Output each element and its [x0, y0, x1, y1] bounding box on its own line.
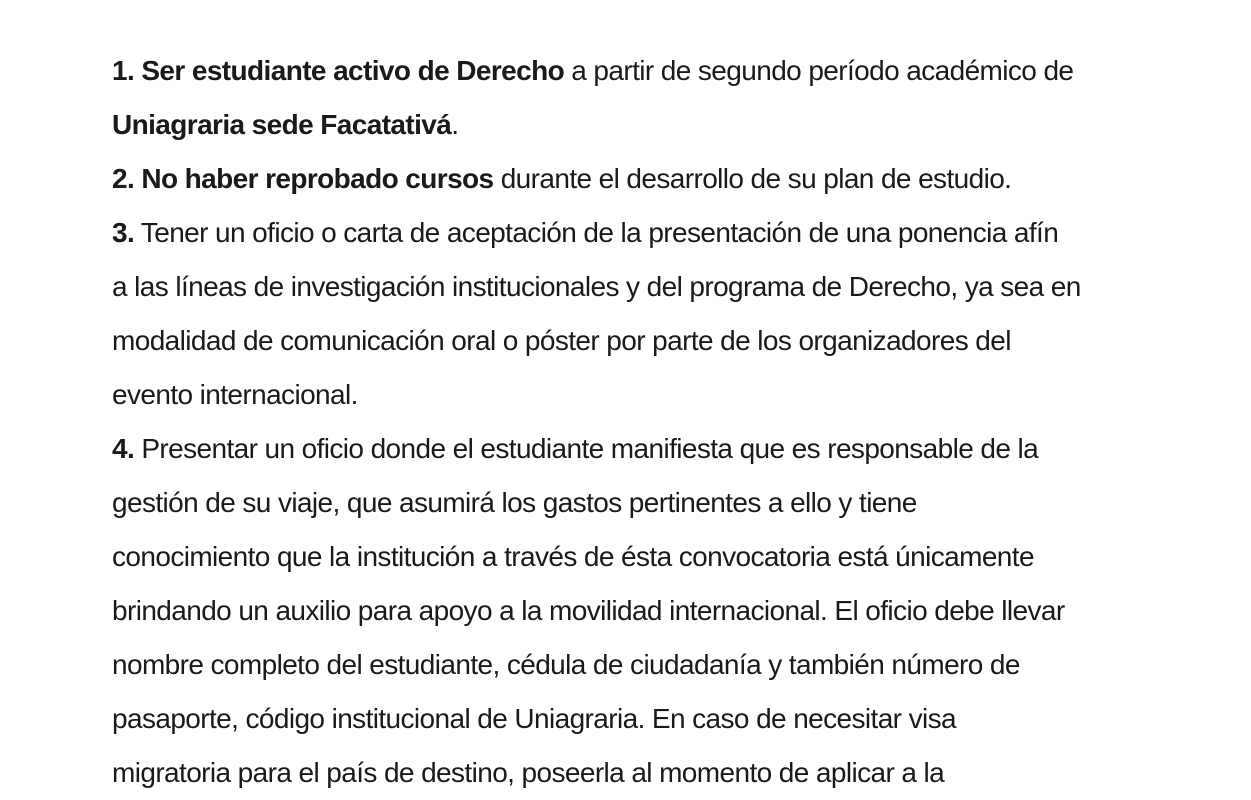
- requirement-4-line-7: migratoria para el país de destino, poseerla al momento de aplicar a la: [112, 757, 945, 788]
- requirement-3-line-1: [112, 206, 1172, 260]
- requirement-3-line-2: a las líneas de investigación institucionales y del programa de Derecho, ya sea en: [112, 271, 1081, 302]
- requirement-2-text: durante el desarrollo de su plan de estudio.: [493, 163, 1012, 194]
- requirement-2-number: 2.: [112, 163, 135, 194]
- requirement-1-line-1: [112, 44, 1172, 98]
- requirement-1-text: a partir de segundo período académico de: [564, 55, 1074, 86]
- requirement-1-bold-text: Ser estudiante activo de Derecho: [141, 55, 565, 86]
- requirement-4-line-1: [112, 422, 1172, 476]
- requirement-3-text-1: Tener un oficio o carta de aceptación de la presentación de una ponencia afín: [134, 217, 1059, 248]
- requirement-4-line-5: nombre completo del estudiante, cédula de ciudadanía y también número de: [112, 649, 1020, 680]
- requirement-4-line-4: brindando un auxilio para apoyo a la movilidad internacional. El oficio debe llevar: [112, 595, 1065, 626]
- requirement-2-line-1: [112, 152, 1172, 206]
- requirement-4-number: 4.: [112, 433, 135, 464]
- requirement-3-number: 3.: [112, 217, 135, 248]
- requirements-document: [112, 44, 1172, 800]
- requirement-1-number: 1.: [112, 55, 135, 86]
- requirement-2-bold-text: No haber reprobado cursos: [141, 163, 494, 194]
- requirement-3-line-4: evento internacional.: [112, 379, 358, 410]
- requirement-1-text-2: .: [451, 109, 459, 140]
- requirement-4-text-1: Presentar un oficio donde el estudiante manifiesta que es responsable de la: [134, 433, 1039, 464]
- requirement-3-line-3: modalidad de comunicación oral o póster por parte de los organizadores del: [112, 325, 1011, 356]
- requirement-1-bold-text-2: Uniagraria sede Facatativá: [112, 109, 452, 140]
- requirement-1-line-2: [112, 98, 1172, 152]
- requirement-4-line-3: conocimiento que la institución a través de ésta convocatoria está únicamente: [112, 541, 1034, 572]
- requirement-4-line-6: pasaporte, código institucional de Uniagraria. En caso de necesitar visa: [112, 703, 956, 734]
- requirement-4-line-2: gestión de su viaje, que asumirá los gastos pertinentes a ello y tiene: [112, 487, 917, 518]
